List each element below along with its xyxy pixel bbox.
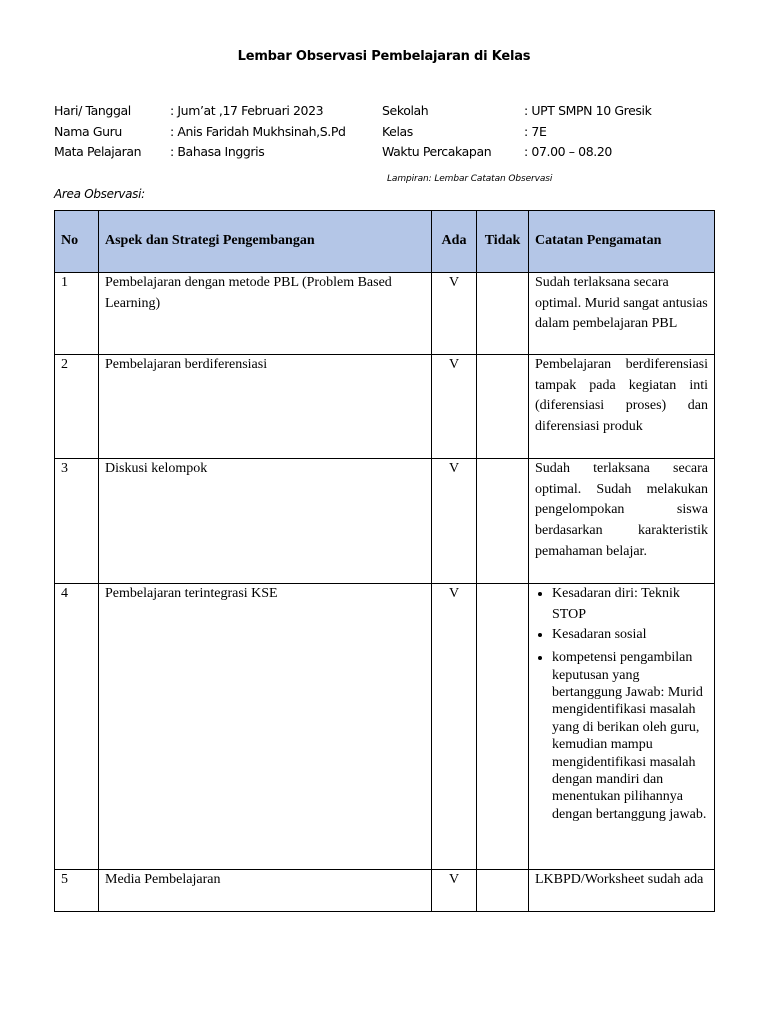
label-class: Kelas: [382, 123, 413, 139]
value-school: : UPT SMPN 10 Gresik: [524, 103, 652, 118]
label-subject: Mata Pelajaran: [54, 144, 142, 159]
row-no: 3: [55, 459, 99, 584]
value-date: : Jum’at ,17 Februari 2023: [170, 103, 324, 118]
value-teacher: : Anis Faridah Mukhsinah,S.Pd: [170, 123, 346, 139]
table-header-row: [55, 211, 715, 273]
bullet-item: • kompetensi pengambilan keputusan yang bertanggung Jawab: Murid mengidentifikasi masalah yang di berikan oleh guru, kemudian mampu mengidentifikasi masalah dengan mandiri dan menentukan pilihannya dengan bertanggung jawab.: [552, 649, 708, 823]
row-aspek: Pembelajaran terintegrasi KSE: [99, 584, 432, 870]
row-tidak: [477, 355, 529, 459]
info-row-subject: [54, 142, 734, 163]
row-no: 1: [55, 273, 99, 355]
bullet-list: [535, 584, 708, 823]
row-catatan: [529, 584, 715, 870]
label-teacher: Nama Guru: [54, 123, 122, 139]
observation-table: [54, 210, 715, 912]
row-tidak: [477, 459, 529, 584]
row-ada: V: [432, 584, 477, 870]
label-date: Hari/ Tanggal: [54, 103, 131, 118]
row-ada: V: [432, 355, 477, 459]
bullet-item: • Kesadaran sosial: [552, 625, 708, 646]
table-row: [55, 459, 715, 584]
table-row: [55, 355, 715, 459]
value-class: : 7E: [524, 123, 547, 139]
row-ada: V: [432, 459, 477, 584]
header-no: No: [55, 211, 99, 273]
row-no: 4: [55, 584, 99, 870]
row-aspek: Diskusi kelompok: [99, 459, 432, 584]
row-tidak: [477, 870, 529, 912]
row-catatan: Pembelajaran berdiferensiasi tampak pada kegiatan inti (diferensiasi proses) dan diferensiasi produk: [529, 355, 715, 459]
document-title: Lembar Observasi Pembelajaran di Kelas: [237, 49, 531, 64]
row-tidak: [477, 273, 529, 355]
label-school: Sekolah: [382, 103, 429, 118]
row-catatan: Sudah terlaksana secara optimal. Sudah melakukan pengelompokan siswa berdasarkan karakteristik pemahaman belajar.: [529, 459, 715, 584]
row-catatan: LKBPD/Worksheet sudah ada: [529, 870, 715, 912]
table-row: [55, 870, 715, 912]
row-aspek: Pembelajaran berdiferensiasi: [99, 355, 432, 459]
table-row: [55, 584, 715, 870]
value-time: : 07.00 – 08.20: [524, 144, 612, 159]
row-no: 2: [55, 355, 99, 459]
row-aspek: Pembelajaran dengan metode PBL (Problem Based Learning): [99, 273, 432, 355]
header-catatan: Catatan Pengamatan: [529, 211, 715, 273]
info-row-date: [54, 101, 734, 122]
header-ada: Ada: [432, 211, 477, 273]
row-aspek: Media Pembelajaran: [99, 870, 432, 912]
label-time: Waktu Percakapan: [382, 144, 492, 159]
row-catatan: Sudah terlaksana secara optimal. Murid sangat antusias dalam pembelajaran PBL: [529, 273, 715, 355]
info-row-teacher: [54, 122, 734, 143]
row-no: 5: [55, 870, 99, 912]
table-row: [55, 273, 715, 355]
value-subject: : Bahasa Inggris: [170, 144, 265, 159]
row-ada: V: [432, 273, 477, 355]
area-label: Area Observasi:: [54, 187, 145, 201]
row-tidak: [477, 584, 529, 870]
header-aspek: Aspek dan Strategi Pengembangan: [99, 211, 432, 273]
attachment-note: Lampiran: Lembar Catatan Observasi: [387, 174, 553, 184]
header-tidak: Tidak: [477, 211, 529, 273]
row-ada: V: [432, 870, 477, 912]
info-block: [54, 101, 734, 163]
bullet-item: • Kesadaran diri: Teknik STOP: [552, 584, 708, 625]
